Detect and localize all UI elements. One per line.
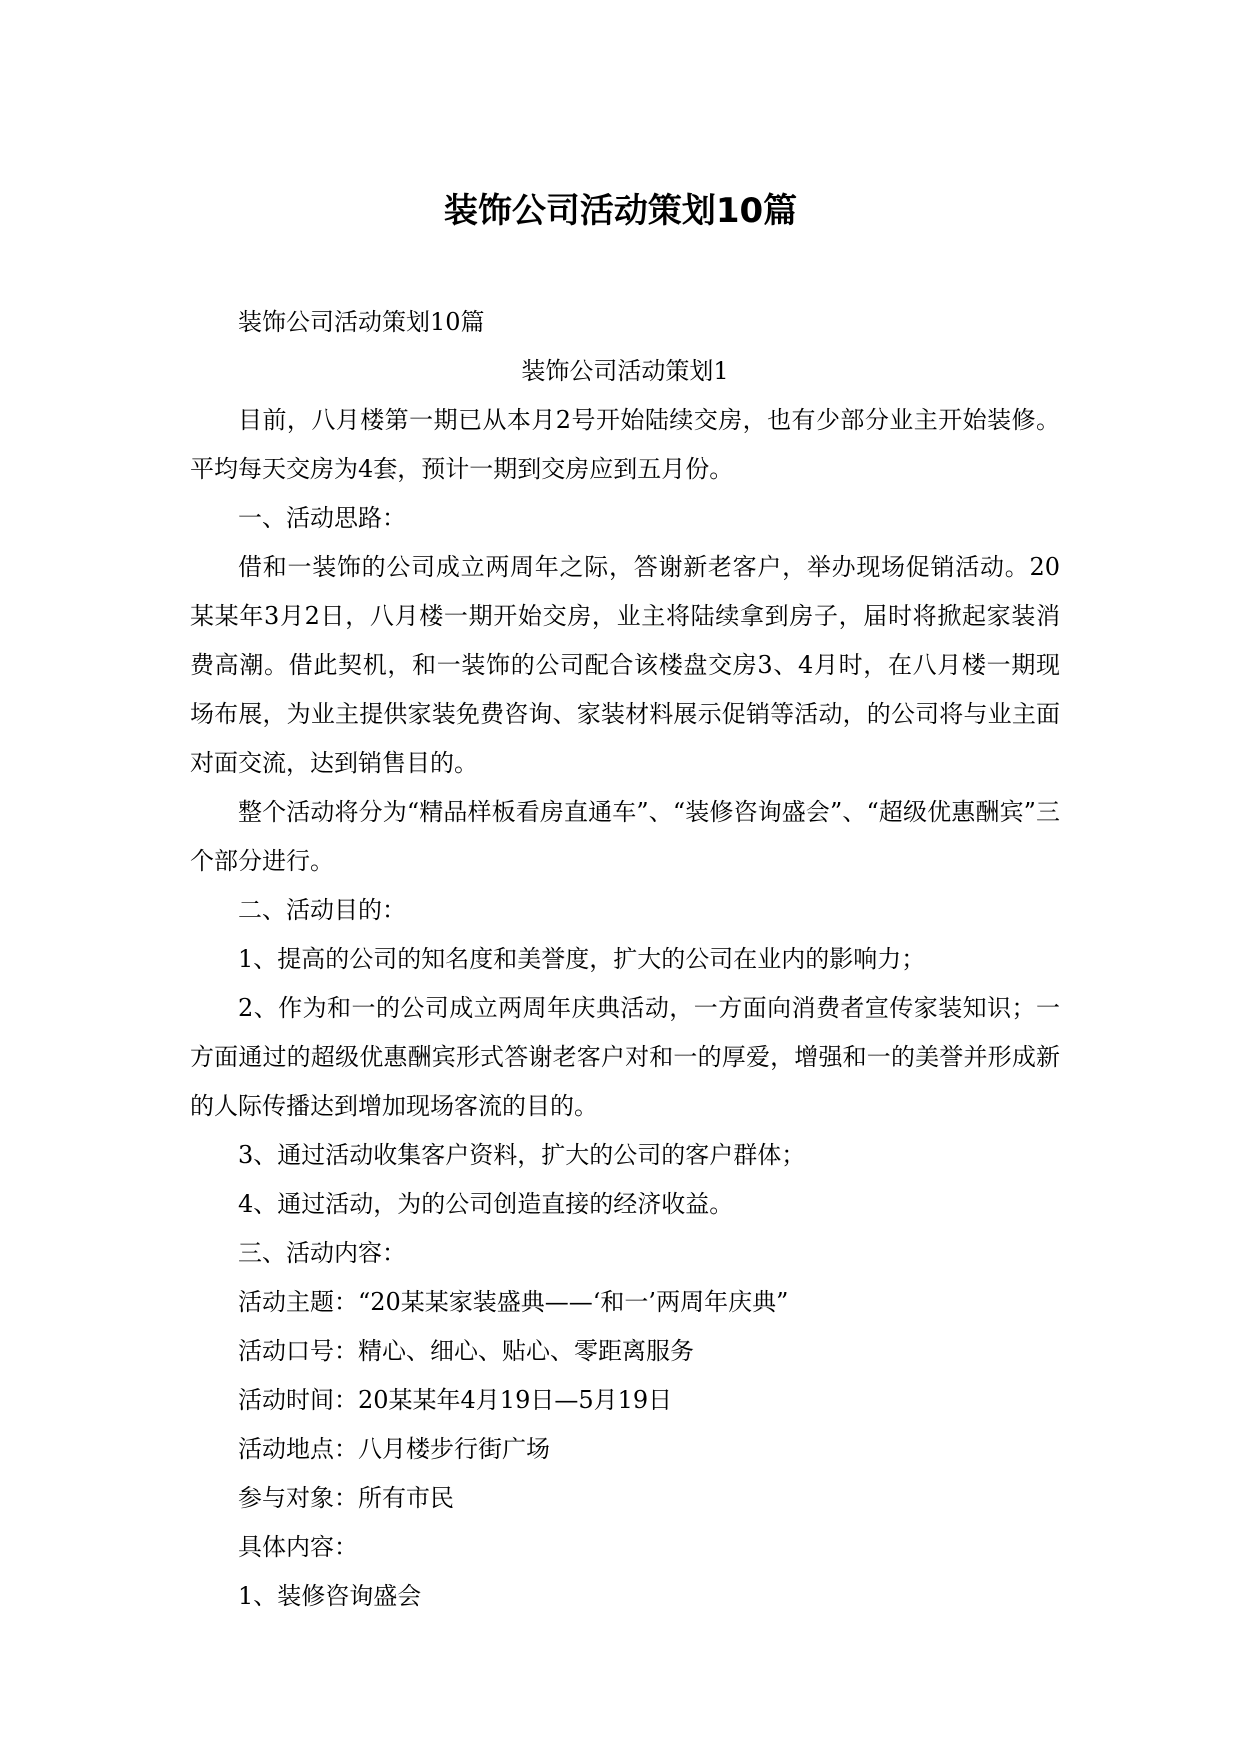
activity-time: 活动时间：20某某年4月19日—5月19日 [238, 1386, 673, 1414]
heading-activity-purpose: 二、活动目的： [238, 896, 406, 924]
heading-activity-idea: 一、活动思路： [238, 504, 406, 532]
activity-location: 活动地点：八月楼步行街广场 [238, 1435, 550, 1463]
document-body [190, 298, 1060, 1621]
paragraph-intro: 目前，八月楼第一期已从本月2号开始陆续交房，也有少部分业主开始装修。平均每天交房为4套，预计一期到交房应到五月份。 [190, 406, 1060, 483]
paragraph-doc-name: 装饰公司活动策划10篇 [238, 308, 485, 336]
purpose-item-3: 3、通过活动收集客户资料，扩大的公司的客户群体； [238, 1141, 806, 1169]
content-item-1: 1、装修咨询盛会 [238, 1582, 422, 1610]
activity-theme: 活动主题：“20某某家装盛典——‘和一’两周年庆典” [238, 1288, 789, 1316]
heading-specific-content: 具体内容： [238, 1533, 358, 1561]
paragraph-activity-parts: 整个活动将分为“精品样板看房直通车”、“装修咨询盛会”、“超级优惠酬宾”三个部分进行。 [190, 798, 1060, 875]
section-heading-1: 装饰公司活动策划1 [521, 357, 729, 385]
purpose-item-4: 4、通过活动，为的公司创造直接的经济收益。 [238, 1190, 734, 1218]
paragraph-activity-idea: 借和一装饰的公司成立两周年之际，答谢新老客户，举办现场促销活动。20某某年3月2日，八月楼一期开始交房，业主将陆续拿到房子，届时将掀起家装消费高潮。借此契机，和一装饰的公司配合该楼盘交房3、4月时，在八月楼一期现场布展，为业主提供家装免费咨询、家装材料展示促销等活动，的公司将与业主面对面交流，达到销售目的。 [190, 553, 1060, 777]
document-title: 装饰公司活动策划10篇 [443, 191, 798, 231]
purpose-item-2: 2、作为和一的公司成立两周年庆典活动，一方面向消费者宣传家装知识；一方面通过的超级优惠酬宾形式答谢老客户对和一的厚爱，增强和一的美誉并形成新的人际传播达到增加现场客流的目的。 [190, 994, 1060, 1120]
purpose-item-1: 1、提高的公司的知名度和美誉度，扩大的公司在业内的影响力； [238, 945, 926, 973]
heading-activity-content: 三、活动内容： [238, 1239, 406, 1267]
activity-slogan: 活动口号：精心、细心、贴心、零距离服务 [238, 1337, 694, 1365]
activity-participants: 参与对象：所有市民 [238, 1484, 454, 1512]
